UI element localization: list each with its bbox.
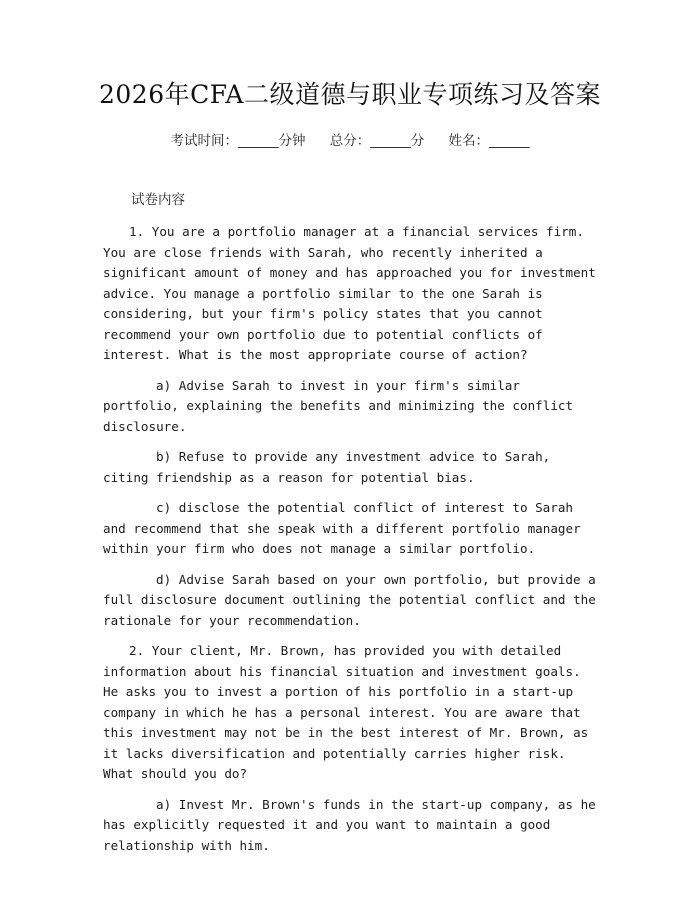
- question-option: a) Invest Mr. Brown's funds in the start-up company, as he has explicitly requested it and you want to maintain a good relationship with him.: [103, 796, 596, 853]
- question-stem: 2. Your client, Mr. Brown, has provided you with detailed information about his financial situation and investment goals. He asks you to invest a portion of his portfolio in a start-up company in which he has a personal interest. You are aware that this investment may not be in the best interest of Mr. Brown, as it lacks diversification and potentially carries higher risk. What should you do?: [103, 643, 589, 781]
- question-stem: 1. You are a portfolio manager at a financial services firm. You are close friends with Sarah, who recently inherited a significant amount of money and has approached you for investment advice. You manage a portfolio similar to the one Sarah is considering, but your firm's policy states that you cannot recommend your own portfolio due to potential conflicts of interest. What is the most appropriate course of action?: [103, 224, 596, 362]
- total-score-field: 总分：______分: [329, 133, 425, 149]
- document-title: 2026年CFA二级道德与职业专项练习及答案: [99, 80, 601, 109]
- question-option: d) Advise Sarah based on your own portfolio, but provide a full disclosure document outlining the potential conflict and the rationale for your recommendation.: [103, 571, 596, 628]
- name-field: 姓名：______: [448, 133, 530, 149]
- question-option: b) Refuse to provide any investment advice to Sarah, citing friendship as a reason for potential bias.: [103, 449, 551, 485]
- question-option: a) Advise Sarah to invest in your firm's similar portfolio, explaining the benefits and minimizing the conflict disclosure.: [103, 377, 574, 434]
- exam-time-field: 考试时间：______分钟: [170, 133, 306, 149]
- section-label: 试卷内容: [131, 192, 185, 208]
- questions-content: [103, 222, 598, 866]
- question-option: c) disclose the potential conflict of interest to Sarah and recommend that she speak with a different portfolio manager within your firm who does not manage a similar portfolio.: [103, 500, 581, 556]
- exam-meta: [0, 131, 700, 151]
